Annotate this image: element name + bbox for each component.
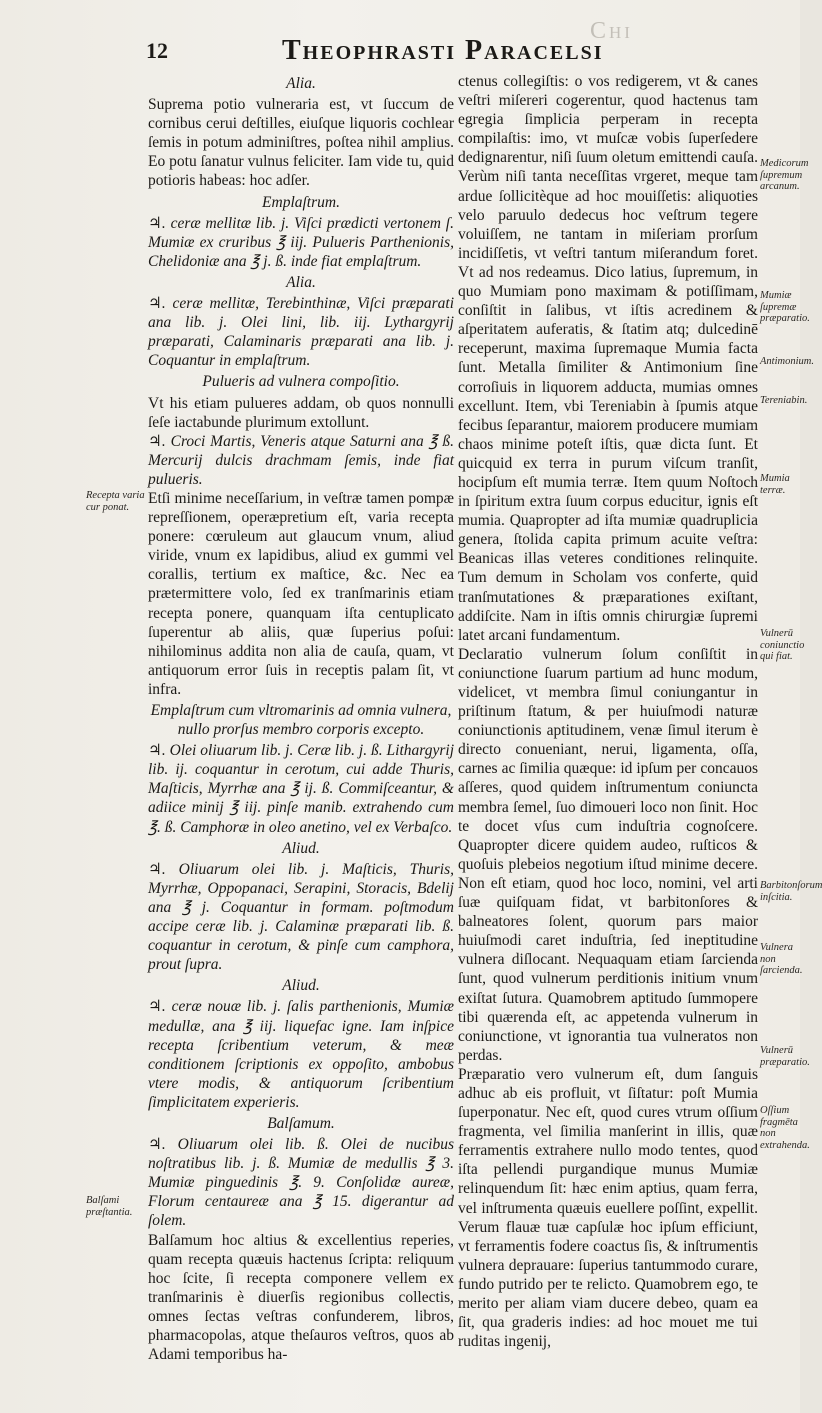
bleed-through-text: Chi: [590, 18, 633, 44]
recipe-text: ♃. Croci Martis, Veneris atque Saturni ana ℥ ß. Mercurij dulcis drachmam ſemis, inde fiat pulueris.: [148, 432, 454, 488]
margin-note-right: Medicorum ſupremum arcanum.: [760, 158, 809, 192]
section-heading: Aliud.: [282, 977, 320, 995]
recipe-text: ♃. Oliuarum olei lib. j. Maſticis, Thuris, Myrrhæ, Oppopanaci, Serapini, Storacis, Bdelij ana ℥ j. Coquantur in formam. poſtmodum accipe ceræ lib. j. Calaminæ præparati lib. ß. coquantur in cerotum, & pinſe cum camphora, prout ſupra.: [148, 860, 454, 974]
recipe-text: ♃. ceræ nouæ lib. j. ſalis parthenionis, Mumiæ medullæ, ana ℥ iij. liquefac igne. Iam inſpice recepta ſcribentium veterum, & meæ conditionem ſcriptionis ex oppoſito, ambobus vtere modis, & antiquorum ſcribentium ſimplicitatem experieris.: [148, 998, 454, 1111]
margin-note-right: Vulnerū præparatio.: [760, 1045, 810, 1068]
margin-note-left: Balſami præſtantia.: [86, 1195, 133, 1218]
paragraph: Vt his etiam pulueres addam, ob quos nonnulli ſeſe iactabunde plurimum extollunt.: [148, 394, 454, 431]
right-column: [458, 72, 758, 1351]
margin-note-right: Barbitonſorum inſcitia.: [760, 880, 822, 903]
paragraph: Balſamum hoc altius & excellentius reperies, quam recepta quæuis hactenus ſcripta: reliquum hoc ſcite, ſi recepta componere vellem ex tranſmarinis è diuerſis regionibus collectis, omnes ſectas veſtras confunderem, libros, pharmacopolas, atque theſauros veſtros, quos ab Adami temporibus ha-: [148, 1231, 454, 1364]
margin-note-left: Recepta varia cur ponat.: [86, 490, 145, 513]
section-heading: Alia.: [286, 273, 316, 291]
paragraph: Suprema potio vulneraria est, vt ſuccum de cornibus cerui deſtilles, eiuſque liquoris cochlear ſemis in potum adminiſtres, poſtea nihil amplius. Eo potu ſanatur vulnus feliciter. Iam vide tu, quid potioris habeas: hoc adſer.: [148, 96, 454, 190]
margin-note-right: Mumia terræ.: [760, 473, 790, 496]
left-column: [148, 72, 454, 1364]
section-heading: Emplaſtrum.: [262, 193, 340, 211]
recipe-text: ♃. Olei oliuarum lib. j. Ceræ lib. j. ß. Lithargyrij lib. ij. coquantur in cerotum, cui adde Thuris, Maſticis, Myrrhæ ana ℥ ij. ß. Commiſceantur, & adiice minij ℥ iij. pinſe manib. extrahendo cum ℥. ß. Camphoræ in oleo anetino, vel ex Verbaſco.: [148, 742, 454, 836]
margin-note-right: Tereniabin.: [760, 395, 808, 406]
running-title: Theophrasti Paracelsi: [282, 35, 604, 66]
margin-note-right: Mumiæ ſupremæ præparatio.: [760, 290, 810, 324]
paragraph: Declaratio vulnerum ſolum conſiſtit in coniunctione ſuarum partium ad hunc modum, videlicet, vt membra ſimul coniungantur in priſtinum ſtatum, & per huiuſmodi naturæ coniunctionis aptitudinem, venæ ſimul iterum è directo conueniant, nerui, ligamenta, oſſa, carnes ac ſimilia quæque: id ipſum per concauos aſſeres, quod quidem inſtrumentum coniuncta membra ſemel, ſuo dimoueri loco non ſinit. Hoc te docet vſus cum induſtria cognoſcere. Quapropter dicere quidem audeo, ruſticos & quoſuis plebeios negotium iſtud minime decere. Non eſt etiam, quod hoc loco, nomini, vel arti ſuæ quiſquam fidat, vt barbitonſores & balneatores ſolent, quorum pars maior huiuſmodi caret induſtria, ſed ineptitudine vulnera diſlocant. Nequaquam etiam ſarcienda ſunt, quod vulnerum perditionis initium vnum exiſtat ſutura. Quamobrem aptitudo ſummopere tibi quærenda eſt, ac appetenda vulnerum in coniunctione, vt ignorantia tua vulneratos non perdas.: [458, 645, 758, 1064]
recipe-text: ♃. Oliuarum olei lib. ß. Olei de nucibus noſtratibus lib. j. ß. Mumiæ de medullis ℥ 3. Mumiæ pinguedinis ℥. 9. Conſolidæ aureæ, Florum centaureæ ana ℥ 15. digerantur ad ſolem.: [148, 1136, 454, 1230]
margin-note-right: Oſſium fragmēta non extrahenda.: [760, 1105, 810, 1151]
page-number: 12: [146, 38, 168, 63]
margin-note-right: Antimonium.: [760, 356, 814, 367]
recipe-text: ♃. ceræ mellitæ lib. j. Viſci prædicti vertonem ſ. Mumiæ ex cruribus ℥ iij. Pulueris Parthenionis, Chelidoniæ ana ℥ j. ß. inde fiat emplaſtrum.: [148, 214, 454, 270]
margin-note-right: Vulnerū coniunctio qui fiat.: [760, 628, 805, 662]
recipe-text: ♃. ceræ mellitæ, Terebinthinæ, Viſci præparati ana lib. j. Olei lini, lib. iij. Lythargyrij præparati, Calaminaris præparati ana lib. j. Coquantur in emplaſtrum.: [148, 295, 454, 370]
section-heading: Pulueris ad vulnera compoſitio.: [202, 373, 400, 391]
paragraph: Etſi minime neceſſarium, in veſtræ tamen pompæ repreſſionem, operæpretium eſt, varia recepta ponere: cœruleum aut glaucum vnum, aliud viride, vnum ex lapidibus, aliud ex gummi vel corallis, tertium ex maſtice, &c. Nec ea prætermittere volo, ſed ex tranſmarinis etiam recepta ponere, quanquam iſta centuplicato ſuperentur ab aliis, quæ ſuperius poſui: nihilominus addita non alia de cauſa, quam, vt antiquorum error ſuis in receptis palam ſit, vt infra.: [148, 489, 454, 698]
section-heading: Balſamum.: [267, 1114, 335, 1132]
paragraph: ctenus collegiſtis: o vos redigerem, vt & canes veſtri miſereri cogerentur, quod hactenus tam egregia ſimplicia perperam in recepta compilaſtis: imo, vt muſcæ vobis ſuperſedere dedignarentur, niſi ſuum oletum emittendi cauſa. Verùm niſi tanta neceſſitas vrgeret, meque tam ardue ſollicitèque ad hoc mouiſſetis: aliquoties velo paruulo dedecus hoc veſtrum tegere voluiſſem, ne tantam in miſeriam prorſum incidiſſetis, vt veſtri tantum miſerandum foret. Vt ad nos redeamus. Dico latius, ſupremum, in quo Mumiam pono maximam & potiſſimam, conſiſtit in ſalibus, vt iſtis acredinem & aſperitatem auferatis, & ſtatim atq; dulcedinē receperunt, maxima ſupremaque Mumia facta ſunt. Metalla ſimiliter & Antimonium ſine corroſiuis in liquorem adducta, mumias omnes excellunt. Item, vbi Tereniabin à ſpumis atque fecibus ſeparantur, maiorem producere mumiam chaos minime poteſt iſtis, quæ dicta ſunt. Et quicquid ex terra in purum viſcum tranſit, hocipſum eſt mumia terræ. Item quum Noſtoch in ſpiritum extra ſuum corpus educitur, ignis eſt mumia. Quapropter ad iſta mumiæ quadruplicia genera, ſtolida capita primum acuite veſtra: Beanicas illas veteres conditiones relinquite. Tum demum in Scholam vos conferte, quid tranſmutationes & præparationes exiſtant, addiſcite. Nam in iſtis omnis chirurgiæ ſupremi latet arcani fundamentum.: [458, 73, 758, 644]
section-heading: Alia.: [286, 75, 316, 92]
section-heading: Emplaſtrum cum vltromarinis ad omnia vulnera, nullo prorſus membro corporis excepto.: [150, 702, 452, 739]
paragraph: Præparatio vero vulnerum eſt, dum ſanguis adhuc ab eis profluit, vt ſiſtatur: poſt Mumia ſuperponatur. Nec eſt, quod cures vtrum oſſium fragmenta, vel ſimilia manſerint in illis, quæ ferramentis extrahere nullo modo tentes, quod iſta pellendi purgandique munus Mumiæ relinquendum ſit: hæc enim aptius, quam ferra, vel inſtrumenta quæuis euellere poſſint, expellit. Verum flauæ tuæ capſulæ hoc ipſum efficiunt, vt ferramentis fodere coactus ſis, & inſtrumentis vulnera deprauare: ſuperius tantummodo curare, fundo putrido per te relicto. Quamobrem ego, te merito per aliam viam ducere debeo, quam ea ſit, qua graderis indies: ad hoc mouet me tui ruditas ingenij,: [458, 1065, 758, 1351]
margin-note-right: Vulnera non ſarcienda.: [760, 942, 803, 976]
section-heading: Aliud.: [282, 839, 320, 857]
